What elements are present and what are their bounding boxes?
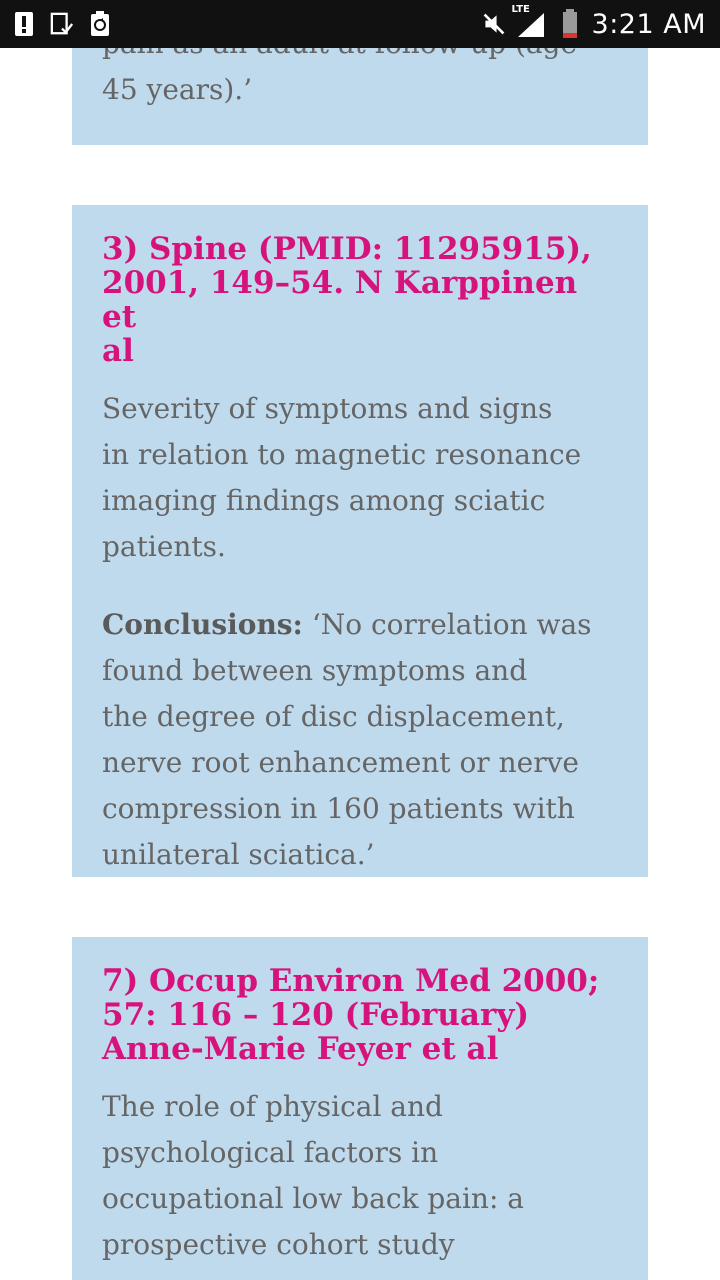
summary-line: Severity of symptoms and signs xyxy=(102,392,553,425)
notification-icons xyxy=(12,10,112,38)
summary-line: in relation to magnetic resonance xyxy=(102,438,582,471)
reference-conclusions xyxy=(102,602,618,878)
conclusion-line: ‘No correlation was xyxy=(311,608,592,641)
title-line: 57: 116 – 120 (February) xyxy=(102,997,530,1033)
summary-line: patients. xyxy=(102,530,226,563)
clock: 3:21 AM xyxy=(591,8,706,40)
conclusion-line: unilateral sciatica.’ xyxy=(102,838,375,871)
title-line: 2001, 149–54. N Karppinen et xyxy=(102,265,578,335)
summary-line: imaging findings among sciatic xyxy=(102,484,546,517)
card-body-last-line: 45 years).’ xyxy=(102,73,253,106)
conclusion-first-line xyxy=(102,602,618,648)
mute-icon xyxy=(482,11,506,37)
reference-summary xyxy=(102,386,618,570)
summary-line: occupational low back pain: a xyxy=(102,1182,524,1215)
conclusion-line: compression in 160 patients with xyxy=(102,792,575,825)
title-line: 3) Spine (PMID: 11295915), xyxy=(102,231,592,267)
conclusions-label: Conclusions: xyxy=(102,608,303,641)
summary-line: prospective cohort study xyxy=(102,1228,455,1261)
reference-title xyxy=(102,232,618,368)
summary-line: The role of physical and xyxy=(102,1090,443,1123)
recycle-battery-icon xyxy=(88,11,112,37)
reference-title xyxy=(102,964,618,1066)
status-bar xyxy=(0,0,720,48)
title-line: Anne-Marie Feyer et al xyxy=(102,1031,499,1067)
summary-line: psychological factors in xyxy=(102,1136,439,1169)
reference-card xyxy=(72,937,648,1280)
title-line: 7) Occup Environ Med 2000; xyxy=(102,963,600,999)
system-icons xyxy=(482,6,706,42)
signal-icon xyxy=(511,4,548,39)
reference-summary xyxy=(102,1084,618,1268)
title-line: al xyxy=(102,333,134,369)
network-type-label: LTE xyxy=(511,4,530,15)
conclusion-line: nerve root enhancement or nerve xyxy=(102,746,579,779)
reference-card xyxy=(72,205,648,877)
battery-icon xyxy=(558,11,582,37)
alert-icon xyxy=(12,11,36,37)
conclusion-line: the degree of disc displacement, xyxy=(102,700,565,733)
document-check-icon xyxy=(50,11,74,37)
conclusion-line: found between symptoms and xyxy=(102,654,528,687)
